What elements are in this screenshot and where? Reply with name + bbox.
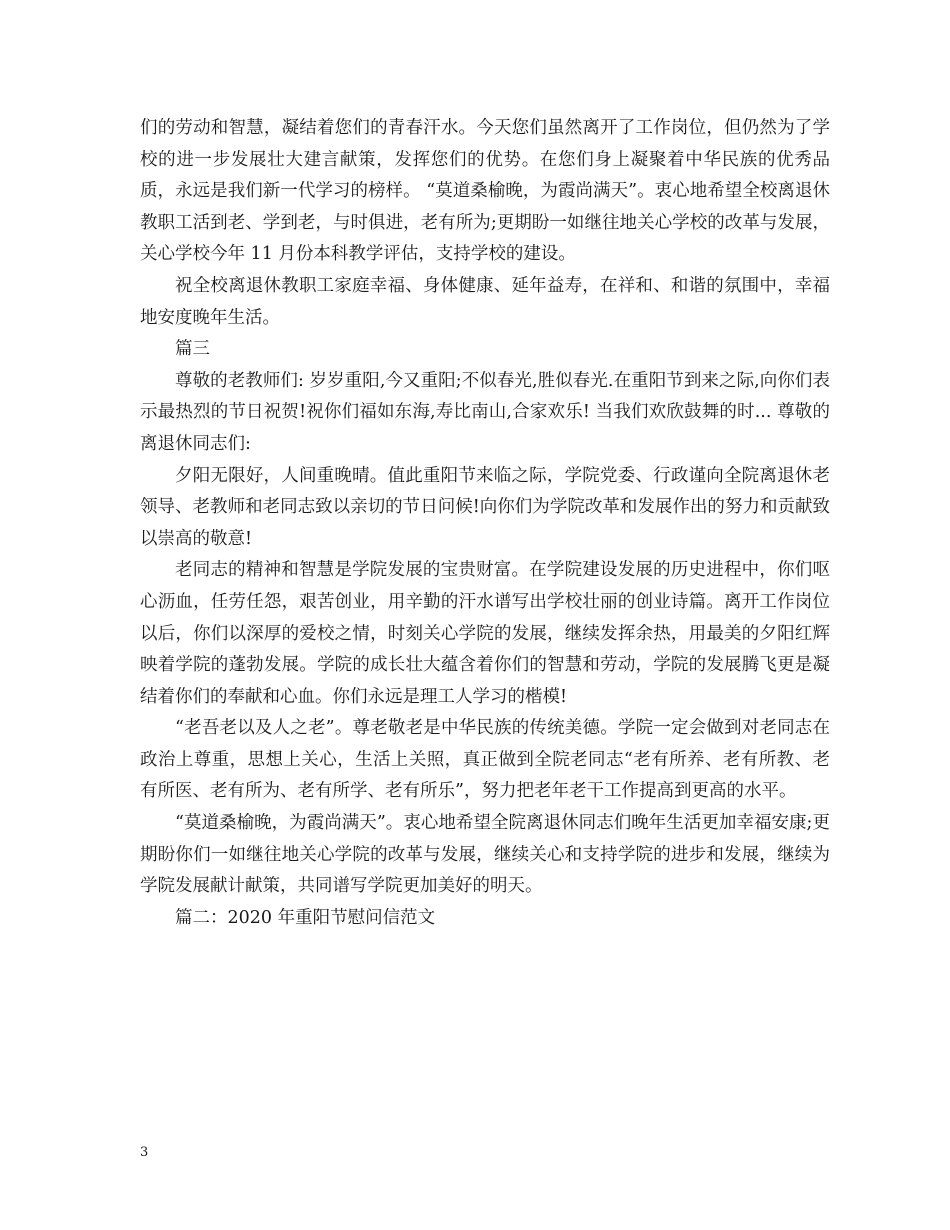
paragraph-wisdom: 老同志的精神和智慧是学院发展的宝贵财富。在学院建设发展的历史进程中，你们呕心沥血，任劳任怨，艰苦创业，用辛勤的汗水谱写出学校壮丽的创业诗篇。离开工作岗位以后，你们以深厚的爱校之情，时刻关心学院的发展，继续发挥余热，用最美的夕阳红辉映着学院的蓬勃发展。学院的成长壮大蕴含着你们的智慧和劳动，学院的发展腾飞更是凝结着你们的奉献和心血。你们永远是理工人学习的楷模! — [140, 560, 830, 707]
paragraph-continuation: 们的劳动和智慧，凝结着您们的青春汗水。今天您们虽然离开了工作岗位，但仍然为了学校的进一步发展壮大建言献策，发挥您们的优势。在您们身上凝聚着中华民族的优秀品质，永远是我们新一代学习的榜样。 “莫道桑榆晚，为霞尚满天”。衷心地希望全校离退休教职工活到老、学到老，与时俱进，老有所为;更期盼一如继往地关心学校的改革与发展，关心学校今年 11 月份本科教学评估，支持学校的建设。 — [140, 118, 830, 265]
section-heading-pian-san: 篇三 — [175, 339, 210, 360]
paragraph-closing: “莫道桑榆晚，为霞尚满天”。衷心地希望全院离退休同志们晚年生活更加幸福安康;更期盼你们一如继往地关心学院的改革与发展，继续关心和支持学院的进步和发展，继续为学院发展献计献策，共同谱写学院更加美好的明天。 — [140, 813, 830, 897]
section-heading-pian-er: 篇二：2020 年重阳节慰问信范文 — [175, 907, 436, 928]
paragraph-sunset: 夕阳无限好，人间重晚晴。值此重阳节来临之际，学院党委、行政谨向全院离退休老领导、老教师和老同志致以亲切的节日问候!向你们为学院改革和发展作出的努力和贡献致以崇高的敬意! — [140, 465, 830, 549]
page-number: 3 — [140, 1145, 149, 1160]
document-body — [140, 113, 830, 934]
paragraph-greeting: 尊敬的老教师们: 岁岁重阳,今又重阳;不似春光,胜似春光.在重阳节到来之际,向你们表示最热烈的节日祝贺!祝你们福如东海,寿比南山,合家欢乐! 当我们欢欣鼓舞的时... 尊敬的离退休同志们: — [140, 370, 830, 454]
paragraph-respect-elders: “老吾老以及人之老”。尊老敬老是中华民族的传统美德。学院一定会做到对老同志在政治上尊重，思想上关心，生活上关照，真正做到全院老同志“老有所养、老有所教、老有所医、老有所为、老有所学、老有所乐”，努力把老年老干工作提高到更高的水平。 — [140, 718, 830, 802]
paragraph-blessing: 祝全校离退休教职工家庭幸福、身体健康、延年益寿，在祥和、和谐的氛围中，幸福地安度晚年生活。 — [140, 275, 830, 328]
